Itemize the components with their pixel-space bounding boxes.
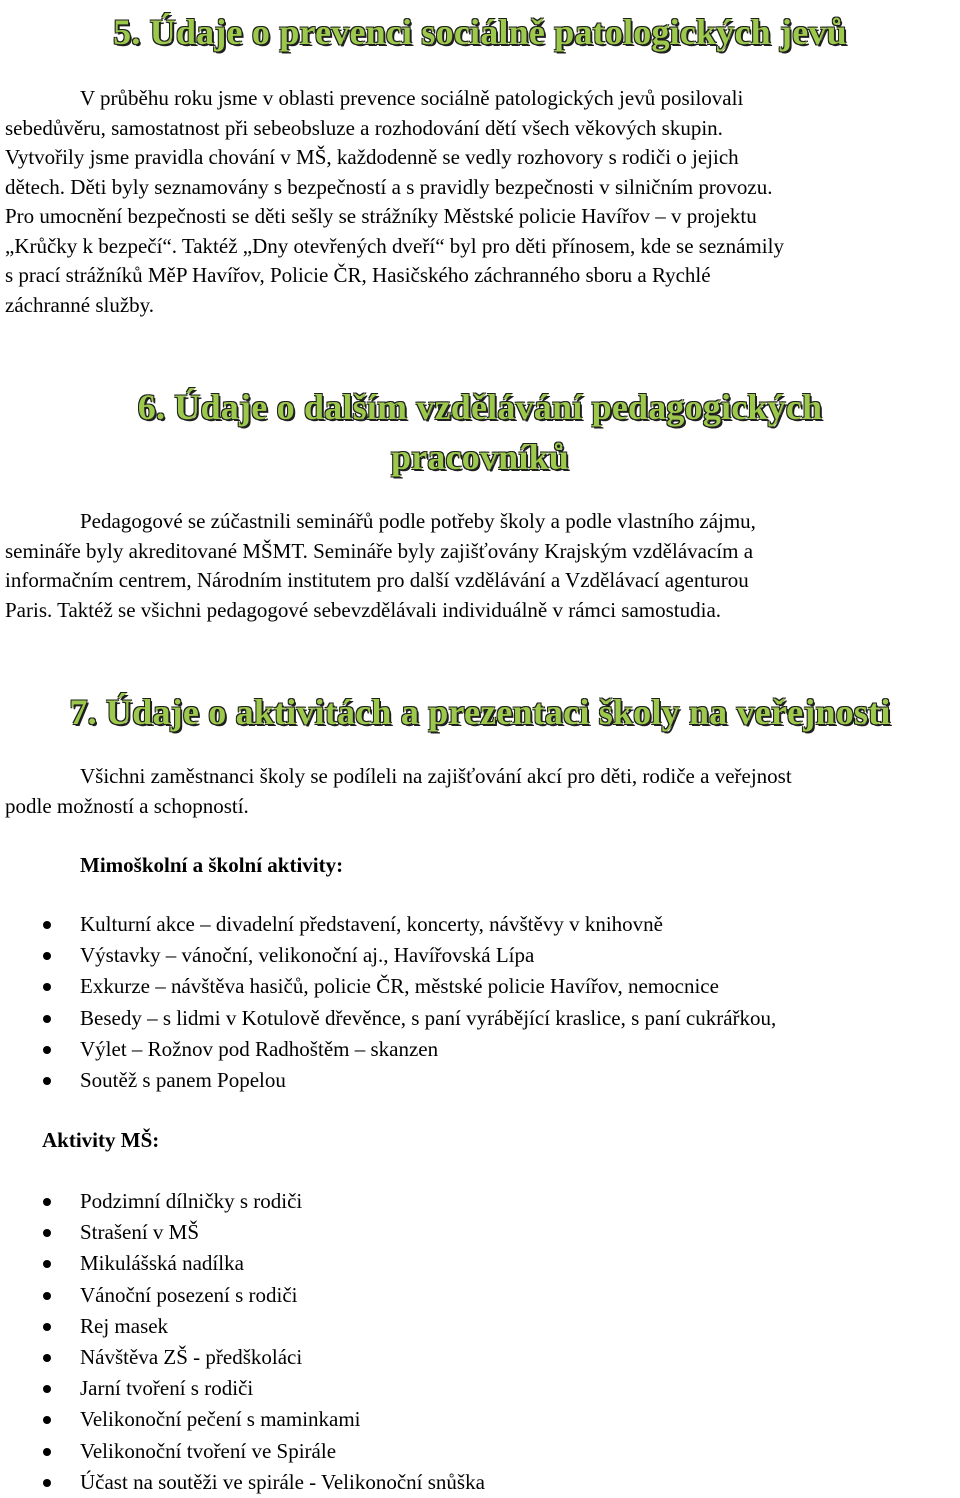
list-item: Návštěva ZŠ - předškoláci [0, 1342, 960, 1373]
bullet-icon [43, 1323, 51, 1331]
list-item: Účast na soutěži ve spirále - Velikonoční snůška [0, 1467, 960, 1498]
list-item: Výstavky – vánoční, velikonoční aj., Havířovská Lípa [0, 940, 960, 971]
bullet-icon [43, 1260, 51, 1268]
list-item: Podzimní dílničky s rodiči [0, 1186, 960, 1217]
list-item: Výlet – Rožnov pod Radhoštěm – skanzen [0, 1034, 960, 1065]
section-6-paragraph [5, 507, 957, 625]
paragraph-line: s prací strážníků MěP Havířov, Policie ČR, Hasičského záchranného sboru a Rychlé [5, 263, 711, 287]
bullet-icon [43, 1479, 51, 1487]
list-item: Strašení v MŠ [0, 1217, 960, 1248]
paragraph-line: dětech. Děti byly seznamovány s bezpečností a s pravidly bezpečnosti v silničním provozu. [5, 174, 773, 199]
list-item: Mikulášská nadílka [0, 1248, 960, 1279]
paragraph-line: Paris. Taktéž se všichni pedagogové sebevzdělávali individuálně v rámci samostudia. [5, 597, 722, 622]
list-item: Rej masek [0, 1311, 960, 1342]
section-6-heading-line-1: 6. Údaje o dalším vzdělávání pedagogických [137, 387, 823, 427]
paragraph-line: „Krůčky k bezpečí“. Taktéž „Dny otevřených dveří“ byl pro děti přínosem, kde se seznámily [5, 233, 784, 258]
paragraph-line: V průběhu roku jsme v oblasti prevence sociálně patologických jevů posilovali [80, 86, 744, 110]
section-7-heading: 7. Údaje o aktivitách a prezentaci školy na veřejnosti [69, 692, 891, 732]
paragraph-line: sebedůvěru, samostatnost při sebeobsluze a rozhodování dětí všech věkových skupin. [5, 115, 723, 140]
paragraph-line: Pedagogové se zúčastnili seminářů podle potřeby školy a podle vlastního zájmu, [80, 509, 756, 533]
bullet-icon [43, 1292, 51, 1300]
section-7-paragraph [5, 762, 957, 821]
bullet-icon [43, 1385, 51, 1393]
extracurricular-heading: Mimoškolní a školní aktivity: [80, 853, 344, 877]
bullet-icon [43, 1198, 51, 1206]
paragraph-line: záchranné služby. [5, 292, 155, 317]
list-item: Kulturní akce – divadelní představení, koncerty, návštěvy v knihovně [0, 909, 960, 940]
bullet-icon [43, 1077, 51, 1085]
paragraph-line: Pro umocnění bezpečnosti se děti sešly se strážníky Městské policie Havířov – v projektu [5, 204, 757, 228]
list-item: Velikonoční pečení s maminkami [0, 1404, 960, 1435]
bullet-icon [43, 1416, 51, 1424]
list-item: Besedy – s lidmi v Kotulově dřevěnce, s paní vyrábějící kraslice, s paní cukrářkou, [0, 1003, 960, 1034]
paragraph-line: podle možností a schopností. [5, 793, 249, 818]
section-5-heading: 5. Údaje o prevenci sociálně patologických jevů [113, 12, 847, 52]
list-item: Vánoční posezení s rodiči [0, 1280, 960, 1311]
bullet-icon [43, 1354, 51, 1362]
bullet-icon [43, 1015, 51, 1023]
paragraph-line: Všichni zaměstnanci školy se podíleli na zajišťování akcí pro děti, rodiče a veřejnost [80, 764, 792, 788]
ms-activities-heading: Aktivity MŠ: [42, 1128, 160, 1152]
paragraph-line: informačním centrem, Národním institutem pro další vzdělávání a Vzdělávací agenturou [5, 568, 749, 592]
list-item: Exkurze – návštěva hasičů, policie ČR, městské policie Havířov, nemocnice [0, 971, 960, 1002]
paragraph-line: semináře byly akreditované MŠMT. Semináře byly zajišťovány Krajským vzdělávacím a [5, 538, 754, 563]
list-item: Velikonoční tvoření ve Spirále [0, 1436, 960, 1467]
bullet-icon [43, 1229, 51, 1237]
list-item: Soutěž s panem Popelou [0, 1065, 960, 1096]
bullet-icon [43, 952, 51, 960]
ms-activities-list [0, 1186, 960, 1498]
list-item: Jarní tvoření s rodiči [0, 1373, 960, 1404]
paragraph-line: Vytvořily jsme pravidla chování v MŠ, každodenně se vedly rozhovory s rodiči o jejich [5, 145, 739, 169]
bullet-icon [43, 921, 51, 929]
section-6-heading-line-2: pracovníků [390, 437, 570, 477]
section-5-paragraph [5, 84, 957, 320]
bullet-icon [43, 983, 51, 991]
extracurricular-list [0, 909, 960, 1096]
bullet-icon [43, 1046, 51, 1054]
bullet-icon [43, 1448, 51, 1456]
